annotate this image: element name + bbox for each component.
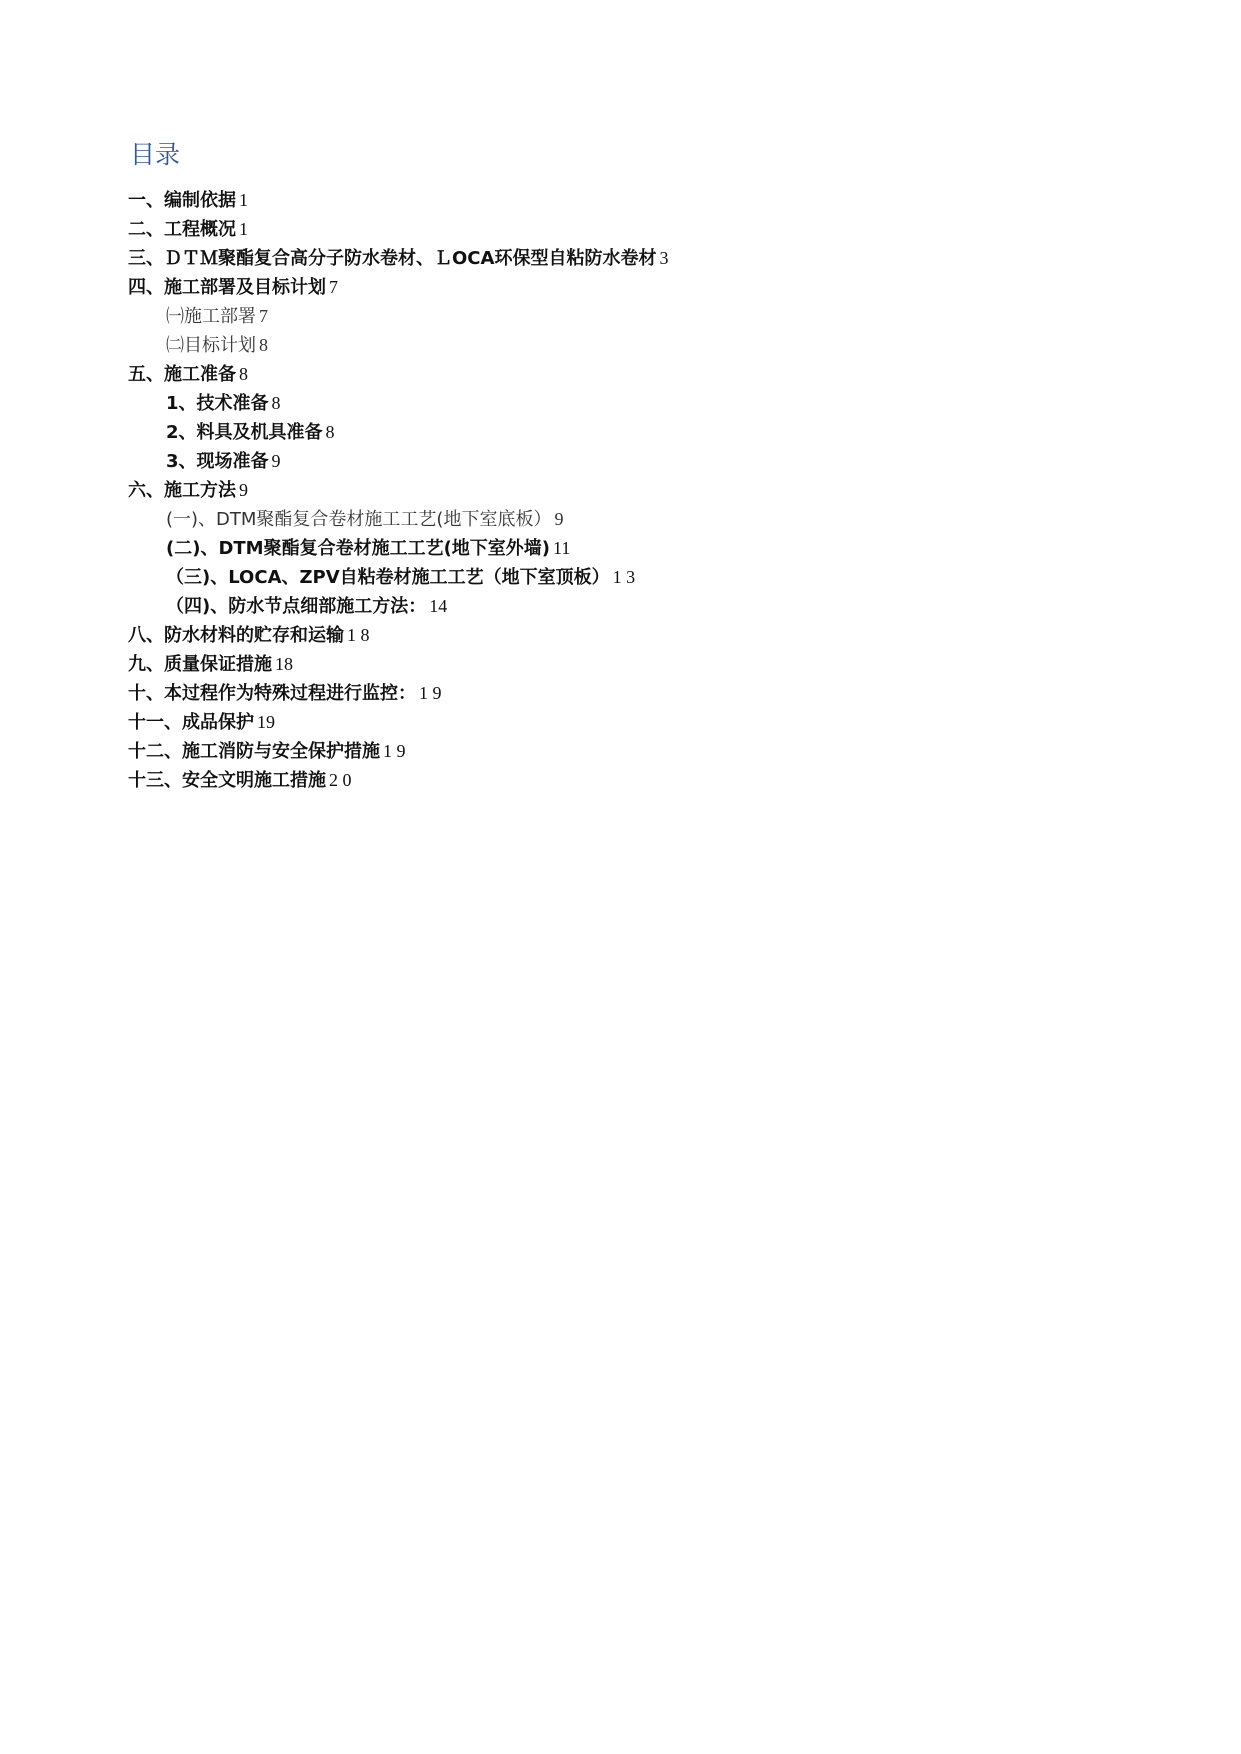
toc-entry-label: (一)、DTM聚酯复合卷材施工工艺(地下室底板）: [166, 509, 552, 530]
toc-entry-label: ㈠施工部署: [166, 306, 256, 327]
toc-entry-page: 7: [329, 277, 338, 297]
toc-entry-page: 8: [259, 335, 268, 355]
toc-entry[interactable]: [166, 537, 570, 559]
toc-entry-label: 九、质量保证措施: [128, 654, 272, 675]
toc-entry-label: 十、本过程作为特殊过程进行监控：: [128, 683, 416, 704]
toc-entry-page: 1 9: [383, 741, 406, 761]
toc-entry-label: 十二、施工消防与安全保护措施: [128, 741, 380, 762]
toc-entry[interactable]: [128, 247, 668, 269]
toc-entry[interactable]: [128, 363, 248, 385]
toc-entry[interactable]: [128, 711, 275, 733]
toc-entry-page: 8: [271, 393, 281, 413]
toc-entry[interactable]: [166, 595, 447, 617]
toc-entry-page: 3: [659, 248, 669, 268]
toc-title: 目录: [130, 140, 181, 169]
toc-entry-label: 二、工程概况: [128, 219, 236, 240]
toc-entry-page: 11: [553, 538, 571, 558]
toc-entry-page: 7: [259, 306, 268, 326]
toc-entry[interactable]: [166, 392, 281, 414]
toc-entry-label: 四、施工部署及目标计划: [128, 277, 326, 298]
toc-entry[interactable]: [128, 653, 293, 675]
toc-entry-page: 1: [239, 190, 248, 210]
toc-entry-label: 十三、安全文明施工措施: [128, 770, 326, 791]
toc-entry-label: (二)、DTM聚酯复合卷材施工工艺(地下室外墙): [166, 538, 551, 559]
toc-entry[interactable]: [166, 566, 635, 588]
toc-entry[interactable]: [128, 276, 338, 298]
toc-entry-label: 三、ＤＴＭ聚酯复合高分子防水卷材、ＬOCA环保型自粘防水卷材: [128, 248, 657, 269]
toc-entry-page: 19: [257, 712, 275, 732]
toc-entry[interactable]: [128, 740, 406, 762]
toc-entry[interactable]: [166, 305, 268, 327]
toc-entry-page: 8: [239, 364, 248, 384]
toc-entry-label: 1、技术准备: [166, 393, 269, 414]
toc-entry[interactable]: [166, 421, 335, 443]
toc-entry-label: 一、编制依据: [128, 190, 236, 211]
toc-entry[interactable]: [128, 682, 442, 704]
toc-entry[interactable]: [166, 334, 268, 356]
toc-entry[interactable]: [128, 479, 248, 501]
toc-entry[interactable]: [166, 450, 281, 472]
toc-entry[interactable]: [128, 189, 248, 211]
toc-entry[interactable]: [128, 769, 352, 791]
toc-entry-page: 9: [239, 480, 248, 500]
toc-entry-page: 1 9: [419, 683, 442, 703]
toc-entry-page: 1 3: [612, 567, 636, 587]
toc-entry-page: 2 0: [329, 770, 352, 790]
toc-entry-label: 2、料具及机具准备: [166, 422, 323, 443]
toc-entry-label: 十一、成品保护: [128, 712, 254, 733]
toc-entry[interactable]: [128, 218, 248, 240]
toc-entry-page: 14: [429, 596, 448, 616]
toc-entry[interactable]: [128, 624, 370, 646]
toc-entry-page: 1: [239, 219, 248, 239]
toc-entry-page: 18: [275, 654, 293, 674]
toc-entry-page: 9: [271, 451, 281, 471]
toc-entry-label: 六、施工方法: [128, 480, 236, 501]
toc-entry-page: 1 8: [347, 625, 370, 645]
toc-entry[interactable]: [166, 508, 563, 530]
toc-entry-label: 八、防水材料的贮存和运输: [128, 625, 344, 646]
toc-entry-label: 五、施工准备: [128, 364, 236, 385]
toc-entry-label: （三)、LOCA、ZPV自粘卷材施工工艺（地下室顶板）: [166, 567, 610, 588]
toc-entry-page: 8: [325, 422, 335, 442]
toc-entry-page: 9: [554, 509, 564, 529]
toc-entry-label: ㈡目标计划: [166, 335, 256, 356]
toc-entry-label: （四)、防水节点细部施工方法：: [166, 596, 427, 617]
toc-entry-label: 3、现场准备: [166, 451, 269, 472]
